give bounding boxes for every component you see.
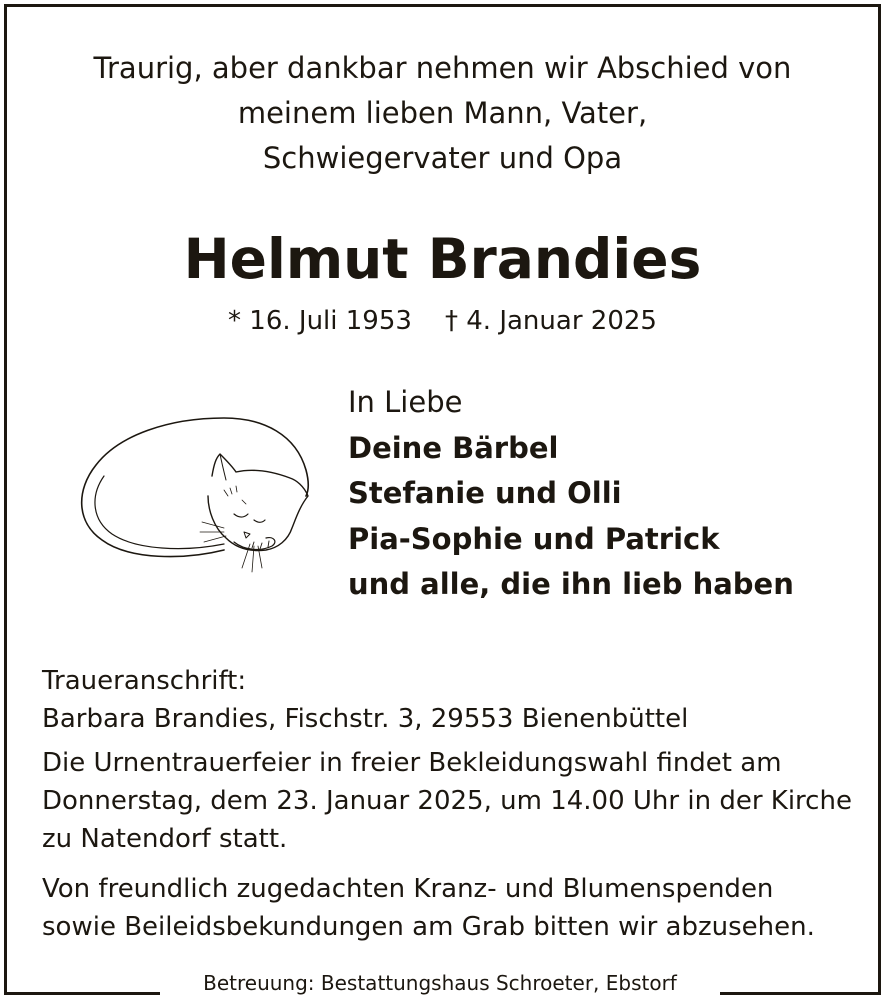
ceremony-line-3: zu Natendorf statt. xyxy=(42,824,288,854)
family-signature xyxy=(348,380,794,608)
family-member: Pia-Sophie und Patrick xyxy=(348,521,720,556)
family-member: Stefanie und Olli xyxy=(348,476,622,510)
request-line-2: sowie Beileidsbekundungen am Grab bitten wir abzusehen. xyxy=(42,912,815,942)
life-dates xyxy=(0,301,885,341)
cat-fur-marks xyxy=(224,486,246,504)
cat-nose xyxy=(244,532,250,538)
request-line-1: Von freundlich zugedachten Kranz- und Blumenspenden xyxy=(42,874,774,904)
greeting: In Liebe xyxy=(348,385,463,419)
address-label: Traueranschrift: xyxy=(42,666,247,696)
funeral-home-credit: Betreuung: Bestattungshaus Schroeter, Ebstorf xyxy=(160,968,720,998)
death-date: † 4. Januar 2025 xyxy=(445,306,657,336)
cat-eye-left xyxy=(234,514,248,517)
intro-line-1: Traurig, aber dankbar nehmen wir Abschied von xyxy=(93,51,792,85)
intro-text xyxy=(0,46,885,181)
intro-line-3: Schwiegervater und Opa xyxy=(262,141,623,175)
cat-eye-right xyxy=(254,520,265,522)
intro-line-2: meinem lieben Mann, Vater, xyxy=(237,96,648,130)
family-member: und alle, die ihn lieb haben xyxy=(348,567,794,601)
deceased-name: Helmut Brandies xyxy=(183,227,702,291)
birth-date: * 16. Juli 1953 xyxy=(228,306,412,336)
ceremony-line-2: Donnerstag, dem 23. Januar 2025, um 14.00 Uhr in der Kirche xyxy=(42,786,852,816)
ceremony-line-1: Die Urnentrauerfeier in freier Bekleidungswahl findet am xyxy=(42,748,782,778)
family-member: Deine Bärbel xyxy=(348,430,559,465)
funeral-information xyxy=(42,662,862,946)
address-value: Barbara Brandies, Fischstr. 3, 29553 Bienenbüttel xyxy=(42,704,689,734)
cat-tail-outline xyxy=(95,476,224,549)
sleeping-cat-illustration xyxy=(74,410,324,580)
